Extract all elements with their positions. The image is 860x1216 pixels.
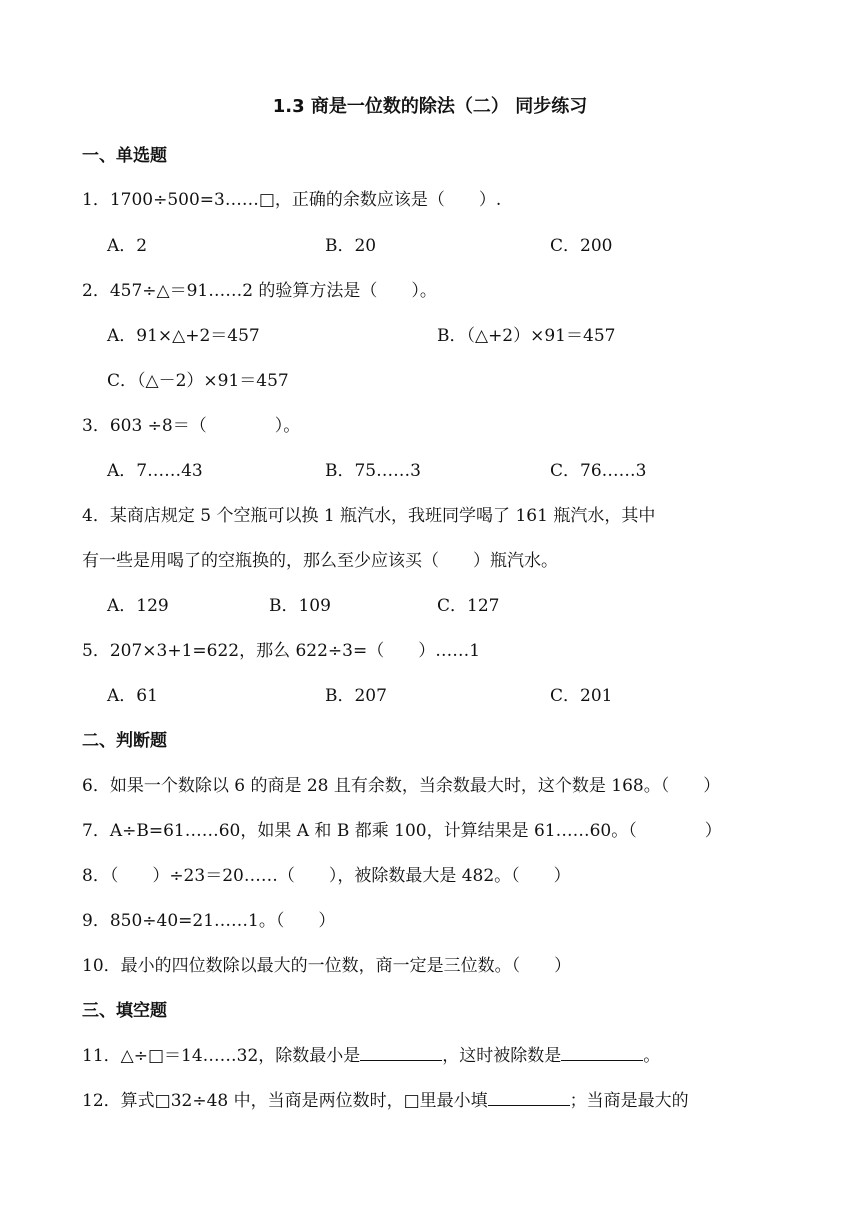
section-heading-single-choice: 一、单选题 [82,146,167,166]
answer-blank[interactable] [360,1044,442,1061]
question-4-line-1: 4．某商店规定 5 个空瓶可以换 1 瓶汽水，我班同学喝了 161 瓶汽水，其中 [82,506,656,526]
question-2: 2．457÷△＝91……2 的验算方法是（ ）。 [82,281,437,301]
question-12-text-b: ；当商是最大的 [569,1091,689,1111]
q4-option-c: C．127 [437,596,500,616]
q4-option-b: B．109 [269,596,331,616]
question-11 [82,1041,660,1066]
q3-option-a: A．7……43 [107,461,203,481]
q2-option-a: A．91×△+2＝457 [107,326,260,346]
q5-option-b: B．207 [325,686,387,706]
q3-option-b: B．75……3 [325,461,421,481]
question-12-text-a: 12．算式□32÷48 中，当商是两位数时，□里最小填 [82,1091,488,1111]
question-9: 9．850÷40=21……1。（ ） [82,911,336,931]
answer-blank[interactable] [561,1044,643,1061]
q1-option-b: B．20 [325,236,377,256]
question-12 [82,1086,689,1111]
question-1: 1．1700÷500=3……□，正确的余数应该是（ ）. [82,190,502,210]
question-6: 6．如果一个数除以 6 的商是 28 且有余数，当余数最大时，这个数是 168。（ ） [82,776,721,796]
q1-option-c: C．200 [550,236,613,256]
question-11-text-a: 11．△÷□＝14……32，除数最小是 [82,1046,361,1066]
answer-blank[interactable] [488,1089,570,1106]
question-7: 7．A÷B=61……60，如果 A 和 B 都乘 100，计算结果是 61……60。（ ） [82,821,722,841]
question-4-line-2: 有一些是用喝了的空瓶换的，那么至少应该买（ ）瓶汽水。 [82,551,558,571]
q1-option-a: A．2 [107,236,148,256]
question-3: 3．603 ÷8＝（ ）。 [82,416,301,436]
section-heading-fill-blank: 三、填空题 [82,1001,167,1021]
q5-option-c: C．201 [550,686,613,706]
q2-option-c: C．（△－2）×91＝457 [107,371,289,391]
q3-option-c: C．76……3 [550,461,647,481]
q4-option-a: A．129 [107,596,169,616]
question-8: 8．（ ）÷23＝20……（ ），被除数最大是 482。（ ） [82,866,571,886]
section-heading-true-false: 二、判断题 [82,731,167,751]
question-11-text-c: 。 [643,1046,661,1066]
question-10: 10．最小的四位数除以最大的一位数，商一定是三位数。（ ） [82,956,572,976]
q5-option-a: A．61 [107,686,158,706]
question-11-text-b: ，这时被除数是 [442,1046,562,1066]
page-title: 1.3 商是一位数的除法（二） 同步练习 [272,96,588,117]
question-5: 5．207×3+1=622，那么 622÷3=（ ）……1 [82,641,481,661]
q2-option-b: B．（△+2）×91＝457 [437,326,616,346]
